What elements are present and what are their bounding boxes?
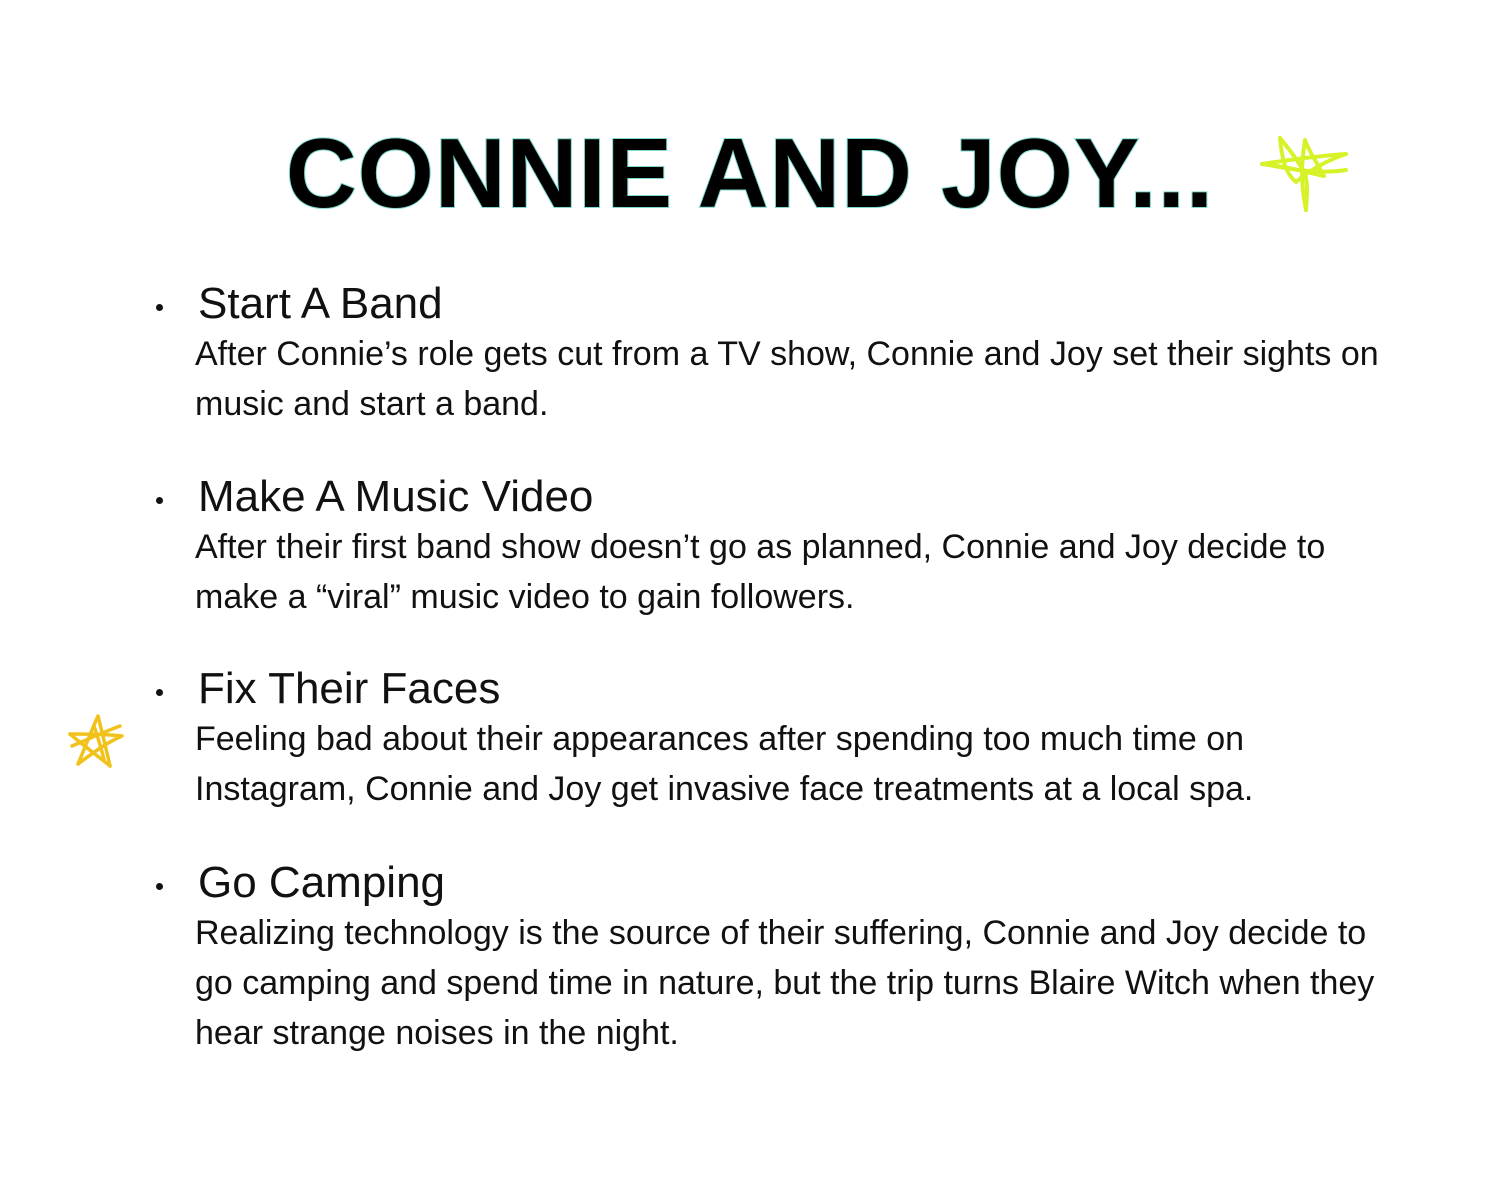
item-description: Realizing technology is the source of their suffering, Connie and Joy decide to go camping and spend time in nature, but the trip turns Blaire Witch when they hear strange noises in the night. — [195, 914, 1375, 1052]
item-heading: Go Camping — [198, 858, 446, 907]
bullet-icon — [156, 689, 163, 696]
item-heading: Start A Band — [198, 279, 443, 328]
item-heading: Make A Music Video — [198, 472, 594, 521]
page-title: CONNIE AND JOY... — [285, 118, 1215, 228]
bullet-icon — [156, 497, 163, 504]
bullet-icon — [156, 304, 163, 311]
item-description: Feeling bad about their appearances after spending too much time on Instagram, Connie and Joy get invasive face treatments at a local spa. — [195, 720, 1254, 808]
bullet-icon — [156, 883, 163, 890]
item-description: After their first band show doesn’t go as planned, Connie and Joy decide to make a “viral” music video to gain followers. — [195, 528, 1326, 616]
item-description: After Connie’s role gets cut from a TV show, Connie and Joy set their sights on music and start a band. — [195, 335, 1379, 423]
item-heading: Fix Their Faces — [198, 664, 501, 713]
